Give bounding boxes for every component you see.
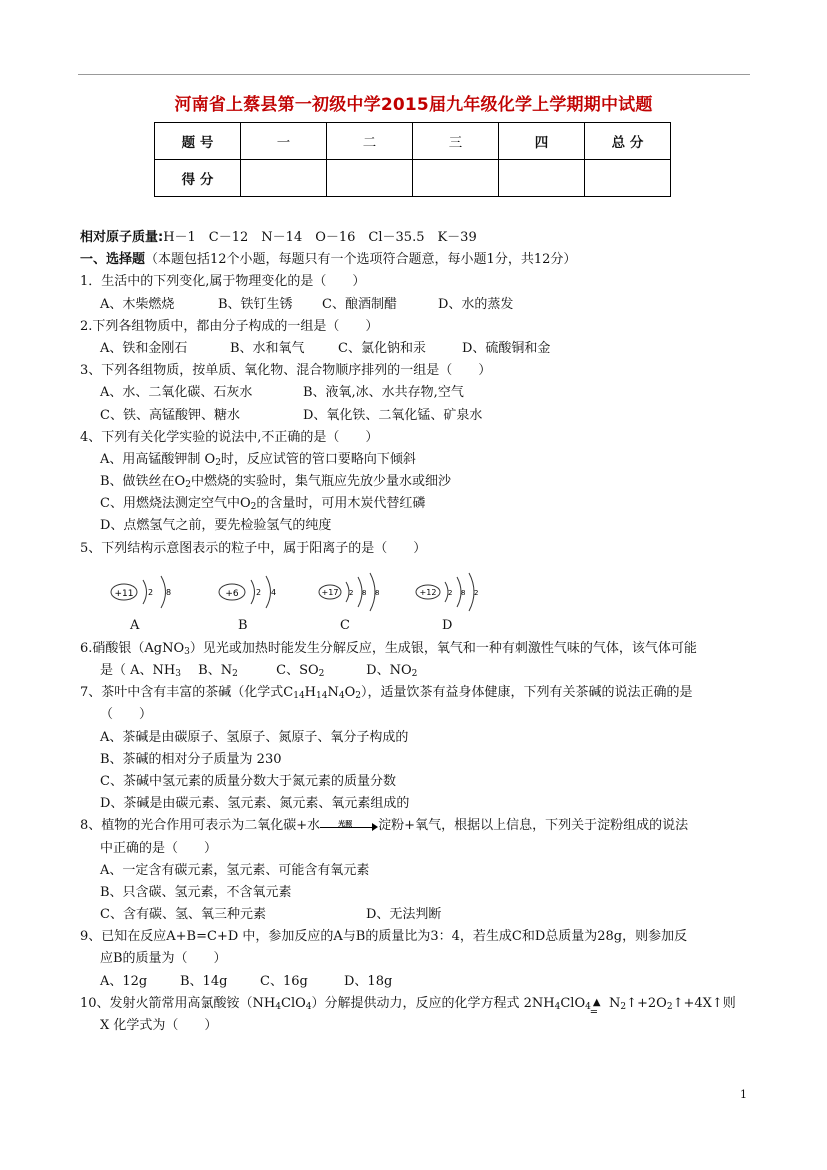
question-9-cont: 应B的质量为（ ）: [100, 951, 227, 967]
header-cell: 三: [413, 123, 499, 160]
nucleus-label: +17: [321, 587, 339, 597]
question-8: 8、植物的光合作用可表示为二氧化碳+水 光照 淀粉+氧气，根据以上信息，下列关于淀粉组成的说法: [80, 818, 689, 834]
score-table-header-row: [155, 123, 671, 160]
question-3-options-cd: C、铁、高锰酸钾、糖水 D、氧化铁、二氧化锰、矿泉水: [100, 407, 483, 423]
question-6: 6.硝酸银（AgNO$_3$）见光或加热时能发生分解反应，生成银，氧气和一种有刺激性气味的气体，该气体可能: [80, 640, 697, 657]
question-8-options-cd: C、含有碳、氢、氧三种元素 D、无法判断: [100, 907, 442, 923]
shell-electrons: 8: [461, 588, 466, 597]
score-table-score-row: [155, 160, 671, 197]
question-8-option: A、一定含有碳元素，氢元素、可能含有氧元素: [100, 862, 370, 878]
question-7-cont: （ ）: [100, 707, 153, 723]
top-rule: [78, 74, 750, 75]
shell-electrons: 8: [166, 587, 172, 597]
question-7-option: C、茶碱中氢元素的质量分数大于氮元素的质量分数: [100, 773, 396, 789]
question-1: 1．生活中的下列变化,属于物理变化的是（ ）: [80, 274, 366, 290]
shell-electrons: 4: [271, 587, 277, 597]
heat-equals-icon: ▲ ═: [590, 997, 601, 1019]
shell-electrons: 2: [148, 587, 154, 597]
row-label-cell: 得 分: [155, 160, 241, 197]
atom-diagram-a: [106, 568, 186, 612]
shell-electrons: 2: [474, 588, 479, 597]
question-4-option-d: D、点燃氢气之前，要先检验氢气的纯度: [100, 518, 332, 534]
page-number: 1: [740, 1088, 747, 1101]
question-2: 2.下列各组物质中，都由分子构成的一组是（ ）: [80, 318, 379, 334]
question-6-options: 是（ A、$NH_3$ B、$N_2$ C、$SO_2$ D、$NO_2$: [100, 663, 418, 679]
page-title: 河南省上蔡县第一初级中学2015届九年级化学上学期期中试题: [174, 95, 653, 115]
question-3-options-ab: A、水、二氧化碳、石灰水 B、液氧,冰、水共存物,空气: [100, 385, 464, 401]
reaction-arrow-icon: 光照: [320, 819, 378, 833]
score-cell[interactable]: [499, 160, 585, 197]
question-4-option-c: C、用燃烧法测定空气中$O_2$的含量时，可用木炭代替红磷: [100, 496, 426, 513]
question-8-cont: 中正确的是（ ）: [100, 840, 218, 856]
score-cell[interactable]: [241, 160, 327, 197]
question-4: 4、下列有关化学实验的说法中,不正确的是（ ）: [80, 429, 379, 445]
question-7: 7、茶叶中含有丰富的茶碱（化学式$C_{14}H_{14}N_4O_2$），适量饮茶有益身体健康，下列有关茶碱的说法正确的是: [80, 685, 693, 702]
score-cell[interactable]: [585, 160, 671, 197]
shell-electrons: 2: [256, 587, 262, 597]
question-9: 9、已知在反应A+B=C+D 中，参加反应的A与B的质量比为3：4，若生成C和D总质量为28g，则参加反: [80, 929, 688, 945]
question-5: 5、下列结构示意图表示的粒子中，属于阳离子的是（ ）: [80, 540, 427, 556]
shell-electrons: 8: [362, 588, 367, 597]
nucleus-label: +12: [419, 587, 437, 597]
atomic-mass-line: 相对原子质量:H－1 C－12 N－14 O－16 Cl－35.5 K－39: [80, 230, 477, 245]
atom-diagram-b: [214, 568, 294, 612]
shell-electrons: 8: [375, 588, 380, 597]
score-table: [154, 122, 671, 197]
atom-diagram-d: [412, 568, 492, 612]
atom-diagram-c: [314, 568, 394, 612]
shell-electrons: 2: [349, 588, 354, 597]
question-2-options: A、铁和金刚石 B、水和氧气 C、氯化钠和汞 D、硫酸铜和金: [100, 340, 551, 356]
nucleus-label: +11: [114, 588, 134, 599]
question-10-cont: X 化学式为（ ）: [100, 1018, 218, 1033]
question-7-option: B、茶碱的相对分子质量为 230: [100, 751, 282, 767]
header-cell: 总 分: [585, 123, 671, 160]
header-cell: 四: [499, 123, 585, 160]
question-8-option: B、只含碳、氢元素，不含氧元素: [100, 884, 292, 900]
question-7-option: D、茶碱是由碳元素、氢元素、氮元素、氧元素组成的: [100, 796, 410, 812]
exam-body: [80, 227, 752, 1037]
atom-label-d: D: [442, 617, 453, 633]
question-4-option-a: A、用高锰酸钾制 $O_2$时，反应试管的管口要略向下倾斜: [100, 451, 416, 468]
question-3: 3、下列各组物质，按单质、氧化物、混合物顺序排列的一组是（ ）: [80, 363, 492, 379]
question-10: 10、发射火箭常用高氯酸铵$(NH_4ClO_4)$分解提供动力，反应的化学方程式 $2NH_4ClO_4$ ▲ ═ $N_2↑+2O_2↑+4X↑$则: [80, 995, 736, 1019]
nucleus-label: +6: [225, 588, 239, 599]
header-cell: 题 号: [155, 123, 241, 160]
question-1-options: A、木柴燃烧 B、铁钉生锈 C、酿酒制醋 D、水的蒸发: [100, 296, 514, 312]
atom-structure-diagrams: [80, 568, 752, 638]
shell-electrons: 2: [448, 588, 453, 597]
score-cell[interactable]: [327, 160, 413, 197]
atom-label-a: A: [130, 617, 140, 633]
question-4-option-b: B、做铁丝在$O_2$中燃烧的实验时，集气瓶应先放少量水或细沙: [100, 474, 451, 491]
question-9-options: A、12g B、14g C、16g D、18g: [100, 973, 393, 989]
header-cell: 一: [241, 123, 327, 160]
atom-label-b: B: [238, 617, 248, 633]
header-cell: 二: [327, 123, 413, 160]
question-7-option: A、茶碱是由碳原子、氢原子、氮原子、氧分子构成的: [100, 729, 409, 745]
section-heading: 一、选择题（本题包括12个小题，每题只有一个选项符合题意，每小题1分，共12分）: [80, 252, 577, 268]
atom-label-c: C: [340, 617, 350, 633]
score-cell[interactable]: [413, 160, 499, 197]
